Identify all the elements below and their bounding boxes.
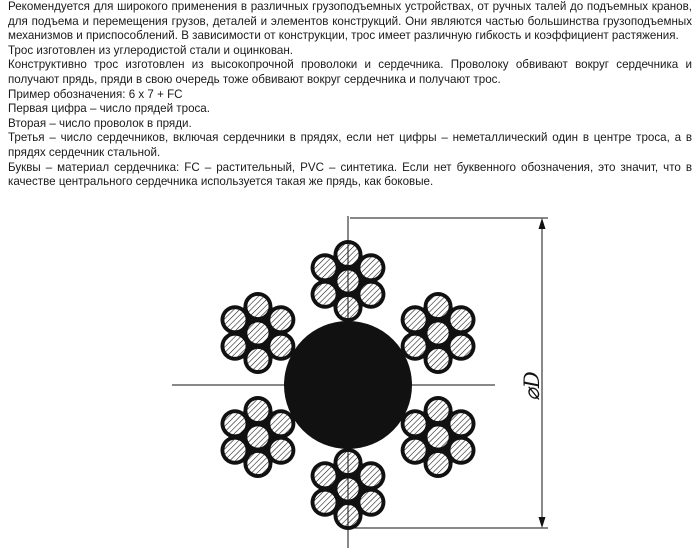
wire-outer — [404, 335, 426, 357]
third-digit-note: Третья – число сердечников, включая сердечники в прядях, если нет цифры – неметаллический один в центре троса, а в прядях сердечник стальной. — [8, 131, 692, 159]
wire-outer — [360, 465, 382, 487]
wire-outer — [450, 439, 472, 461]
wire-outer — [270, 439, 292, 461]
wire-outer — [224, 335, 246, 357]
wire-outer — [270, 309, 292, 331]
wire-outer — [247, 453, 269, 475]
wire-center — [427, 426, 449, 448]
wire-outer — [360, 257, 382, 279]
wire-outer — [404, 309, 426, 331]
letters-note: Буквы – материал сердечника: FC – растительный, PVC – синтетика. Если нет буквенного обозначения, это значит, что в качестве центрального сердечника используется такая же прядь, как боковые. — [8, 160, 692, 189]
wire-outer — [247, 400, 269, 422]
wire-outer — [427, 349, 449, 371]
wire-outer — [314, 257, 336, 279]
wire-outer — [224, 439, 246, 461]
wire-center — [247, 322, 269, 344]
wire-outer — [314, 491, 336, 513]
dimension-arrow-bottom — [539, 517, 546, 528]
wire-outer — [450, 309, 472, 331]
wire-outer — [427, 400, 449, 422]
wire-outer — [360, 283, 382, 305]
material-paragraph: Трос изготовлен из углеродистой стали и оцинкован. — [8, 43, 293, 57]
wire-outer — [427, 296, 449, 318]
wire-outer — [450, 335, 472, 357]
wire-outer — [450, 413, 472, 435]
wire-outer — [427, 453, 449, 475]
wire-outer — [314, 283, 336, 305]
wire-outer — [360, 491, 382, 513]
wire-center — [427, 322, 449, 344]
wire-outer — [404, 439, 426, 461]
wire-outer — [270, 413, 292, 435]
intro-paragraph: Рекомендуется для широкого применения в различных грузоподъемных устройствах, от ручных талей до подъемных кранов, для подъема и перемещения грузов, деталей и элементов конструкций. Они являются частью большинства грузоподъемных механизмов и приспособлений. В зависимости от конструкции, трос имеет различную гибкость и коэффициент растяжения. — [8, 0, 692, 43]
wire-outer — [224, 309, 246, 331]
wire-outer — [247, 349, 269, 371]
designation-example: Пример обозначения: 6 x 7 + FC — [8, 87, 183, 101]
wire-outer — [224, 413, 246, 435]
construction-paragraph: Конструктивно трос изготовлен из высокопрочной проволоки и сердечника. Проволоку обвивают вокруг сердечника и получают прядь, пряди в свою очередь тоже обвивают вокруг сердечника и получают трос. — [8, 58, 692, 86]
wire-outer — [404, 413, 426, 435]
wire-outer — [270, 335, 292, 357]
second-digit-note: Вторая – число проволок в пряди. — [8, 116, 192, 130]
wire-center — [247, 426, 269, 448]
wire-outer — [247, 296, 269, 318]
dimension-arrow-top — [539, 218, 546, 229]
wire-outer — [314, 465, 336, 487]
first-digit-note: Первая цифра – число прядей троса. — [8, 102, 210, 116]
diameter-label: ⌀D — [520, 371, 544, 401]
